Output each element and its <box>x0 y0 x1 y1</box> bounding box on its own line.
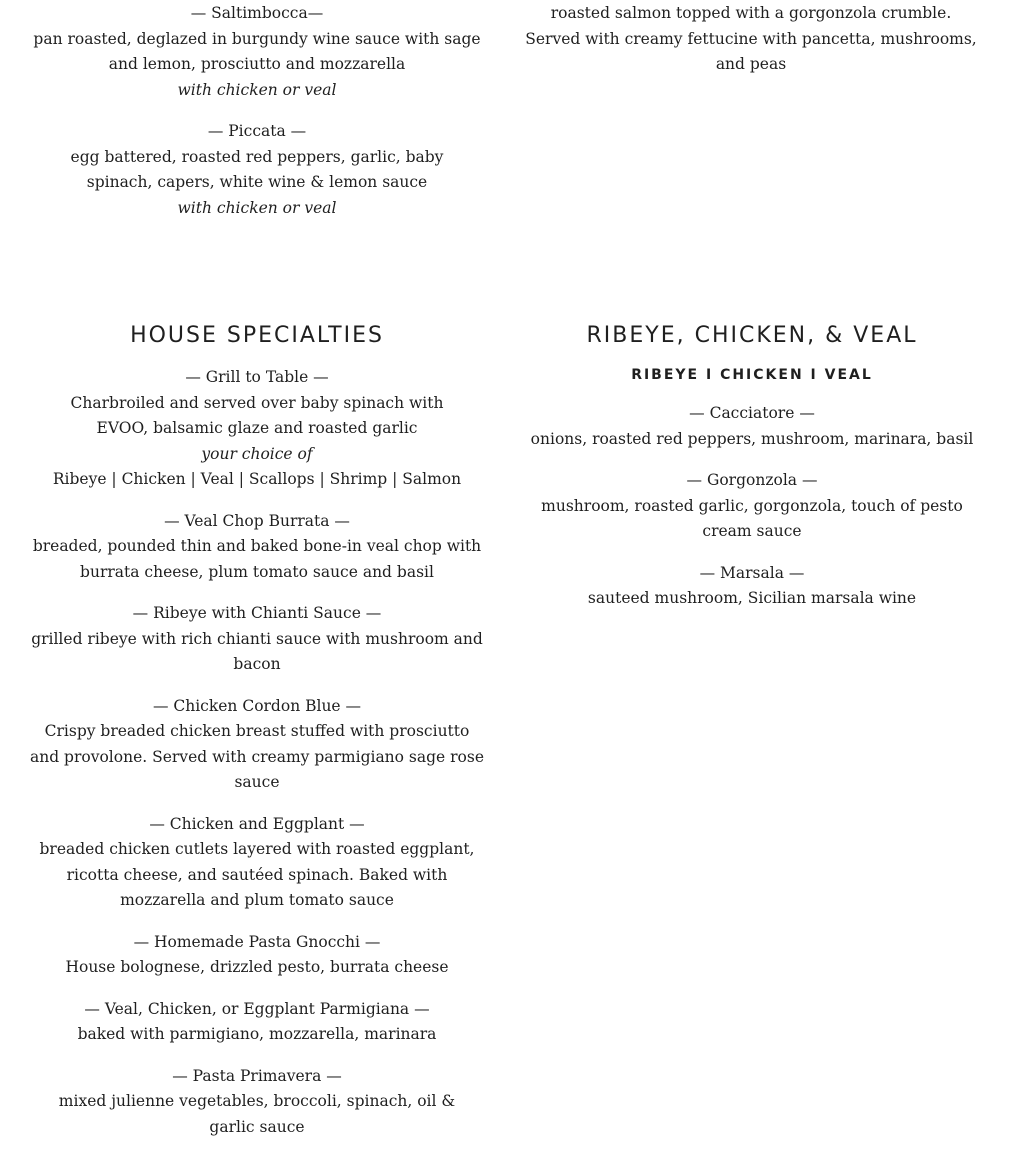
menu-item-ribeye-chianti <box>28 601 486 678</box>
item-name: — Gorgonzola — <box>686 471 818 489</box>
item-name: — Chicken and Eggplant — <box>149 814 365 833</box>
item-name: — Piccata — <box>207 122 307 140</box>
item-description: House bolognese, drizzled pesto, burrata cheese <box>65 958 449 976</box>
item-name: — Chicken Cordon Blue — <box>152 696 362 715</box>
item-description: egg battered, roasted red peppers, garlic, baby spinach, capers, white wine & lemon sauce <box>70 147 444 191</box>
item-note: with chicken or veal <box>177 80 337 99</box>
item-choices: Ribeye | Chicken | Veal | Scallops | Shrimp | Salmon <box>52 470 462 488</box>
menu-item-saltimbocca <box>28 1 486 103</box>
item-description: grilled ribeye with rich chianti sauce with mushroom and bacon <box>31 629 483 673</box>
menu-item-chicken-eggplant <box>28 812 486 914</box>
item-name: — Grill to Table — <box>185 368 329 386</box>
item-description: onions, roasted red peppers, mushroom, marinara, basil <box>530 429 974 448</box>
menu-item-cacciatore <box>522 401 982 452</box>
item-name: — Veal, Chicken, or Eggplant Parmigiana — <box>84 999 430 1018</box>
item-description: mixed julienne vegetables, broccoli, spinach, oil & garlic sauce <box>58 1092 456 1136</box>
section-title: HOUSE SPECIALTIES <box>130 323 384 348</box>
item-note: with chicken or veal <box>177 198 337 217</box>
ribeye-chicken-veal-section <box>522 321 982 612</box>
item-description: breaded chicken cutlets layered with roasted eggplant, ricotta cheese, and sautéed spinach. Baked with mozzarella and plum tomato sauce <box>39 840 475 909</box>
item-description: Crispy breaded chicken breast stuffed with prosciutto and provolone. Served with creamy parmigiano sage rose sauce <box>29 722 485 791</box>
section-subtitle: RIBEYE I CHICKEN I VEAL <box>631 367 873 383</box>
item-name: — Ribeye with Chianti Sauce — <box>132 604 382 622</box>
item-description: roasted salmon topped with a gorgonzola crumble. Served with creamy fettucine with pancetta, mushrooms, and peas <box>525 4 977 73</box>
menu-item-gorgonzola <box>522 468 982 545</box>
item-description: breaded, pounded thin and baked bone-in veal chop with burrata cheese, plum tomato sauce and basil <box>32 537 482 581</box>
menu-item-veal-chop-burrata <box>28 509 486 586</box>
item-name: — Pasta Primavera — <box>172 1066 342 1085</box>
menu-item-marsala <box>522 561 982 612</box>
item-description: Charbroiled and served over baby spinach with EVOO, balsamic glaze and roasted garlic <box>70 393 444 437</box>
menu-item-parmigiana <box>28 997 486 1048</box>
top-right-column <box>522 1 980 78</box>
menu-item-pasta-gnocchi <box>28 930 486 981</box>
section-title: RIBEYE, CHICKEN, & VEAL <box>586 323 918 348</box>
item-name: — Veal Chop Burrata — <box>164 511 350 530</box>
item-description: pan roasted, deglazed in burgundy wine sauce with sage and lemon, prosciutto and mozzarella <box>33 29 481 73</box>
menu-item-pasta-primavera <box>28 1064 486 1141</box>
house-specialties-section <box>28 321 486 1140</box>
item-description: baked with parmigiano, mozzarella, marinara <box>77 1025 437 1043</box>
item-description: mushroom, roasted garlic, gorgonzola, touch of pesto cream sauce <box>541 496 963 540</box>
item-note: your choice of <box>201 444 313 463</box>
item-name: — Homemade Pasta Gnocchi — <box>133 932 381 951</box>
item-name: — Saltimbocca— <box>190 4 324 22</box>
item-description: sauteed mushroom, Sicilian marsala wine <box>587 589 917 607</box>
top-left-column <box>28 1 486 221</box>
menu-item-grill-to-table <box>28 365 486 493</box>
item-name: — Cacciatore — <box>689 404 815 422</box>
menu-item-chicken-cordon-blue <box>28 694 486 796</box>
item-name: — Marsala — <box>699 563 805 582</box>
menu-item-piccata <box>28 119 486 221</box>
